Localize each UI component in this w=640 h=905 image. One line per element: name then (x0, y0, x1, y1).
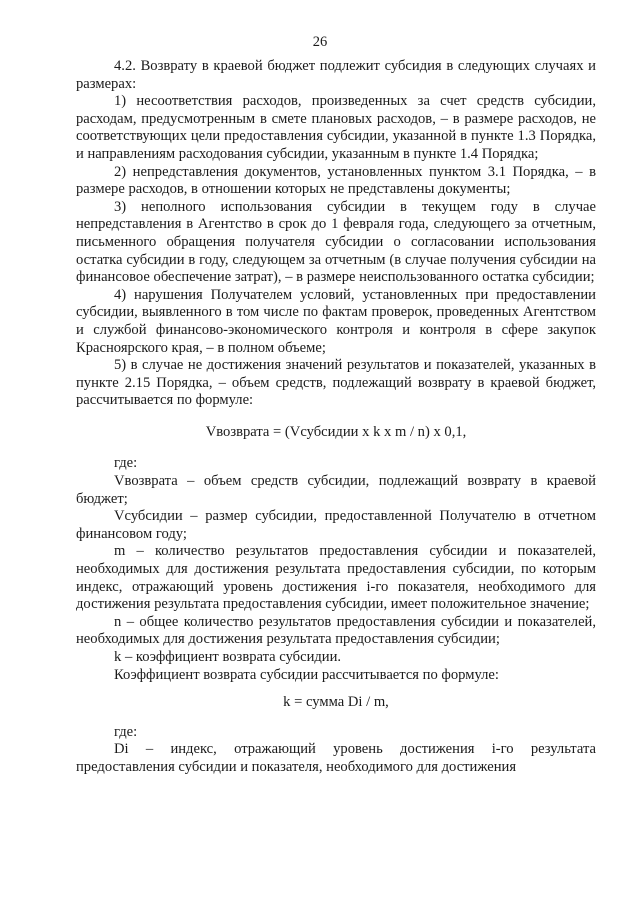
page-number: 26 (312, 34, 328, 50)
paragraph-item-4: 4) нарушения Получателем условий, установленных при предоставлении субсидии, выявленного в том числе по фактам проверок, проведенных Агентством и службой финансово-экономического контроля и контроля в сфере закупок Красноярского края, – в полном объеме; (76, 286, 596, 356)
definition-v-subsidy: Vсубсидии – размер субсидии, предоставленной Получателю в отчетном финансовом году; (76, 508, 596, 542)
paragraph-item-3: 3) неполного использования субсидии в текущем году в случае непредставления в Агентство в срок до 1 февраля года, следующего за отчетным, письменного обращения получателя субсидии о согласовании использования остатка субсидии в году, следующем за отчетным (в случае получения субсидии на финансовое обеспечение затрат), – в размере неиспользованного остатка субсидии; (76, 198, 596, 286)
formula-v-return: Vвозврата = (Vсубсидии x k x m / n) x 0,1, (205, 423, 467, 440)
formula-k: k = сумма Di / m, (283, 694, 389, 711)
where-label-1: где: (114, 455, 138, 472)
coefficient-intro: Коэффициент возврата субсидии рассчитывается по формуле: (114, 666, 499, 683)
definition-n: n – общее количество результатов предоставления субсидии и показателей, необходимых для достижения результата предоставления субсидии; (76, 613, 596, 648)
paragraph-item-1: 1) несоответствия расходов, произведенных за счет средств субсидии, расходам, предусмотренным в смете плановых расходов, – в размере расходов, не соответствующих цели предоставления субсидии, указанной в пункте 1.3 Порядка, и направлениям расходования субсидии, указанным в пункте 1.4 Порядка; (76, 93, 596, 162)
definition-v-return: Vвозврата – объем средств субсидии, подлежащий возврату в краевой бюджет; (76, 473, 596, 507)
definition-k: k – коэффициент возврата субсидии. (114, 649, 342, 665)
paragraph-item-2: 2) непредставления документов, установленных пунктом 3.1 Порядка, – в размере расходов, в отношении которых не представлены документы; (76, 163, 596, 198)
paragraph-item-5: 5) в случае не достижения значений результатов и показателей, указанных в пункте 2.15 Порядка, – объем средств, подлежащий возврату в краевой бюджет, рассчитывается по формуле: (76, 357, 596, 409)
where-label-2: где: (114, 723, 138, 740)
paragraph-4-2: 4.2. Возврату в краевой бюджет подлежит субсидия в следующих случаях и размерах: (76, 58, 596, 92)
definition-di: Di – индекс, отражающий уровень достижения i-го результата предоставления субсидии и показателя, необходимого для достижения (76, 741, 596, 775)
document-body (76, 58, 596, 777)
definition-m: m – количество результатов предоставления субсидии и показателей, необходимых для достижения результата предоставления субсидии, по которым индекс, отражающий уровень достижения i-го показателя, необходимого для достижения результата предоставления субсидии, имеет положительное значение; (76, 543, 596, 613)
